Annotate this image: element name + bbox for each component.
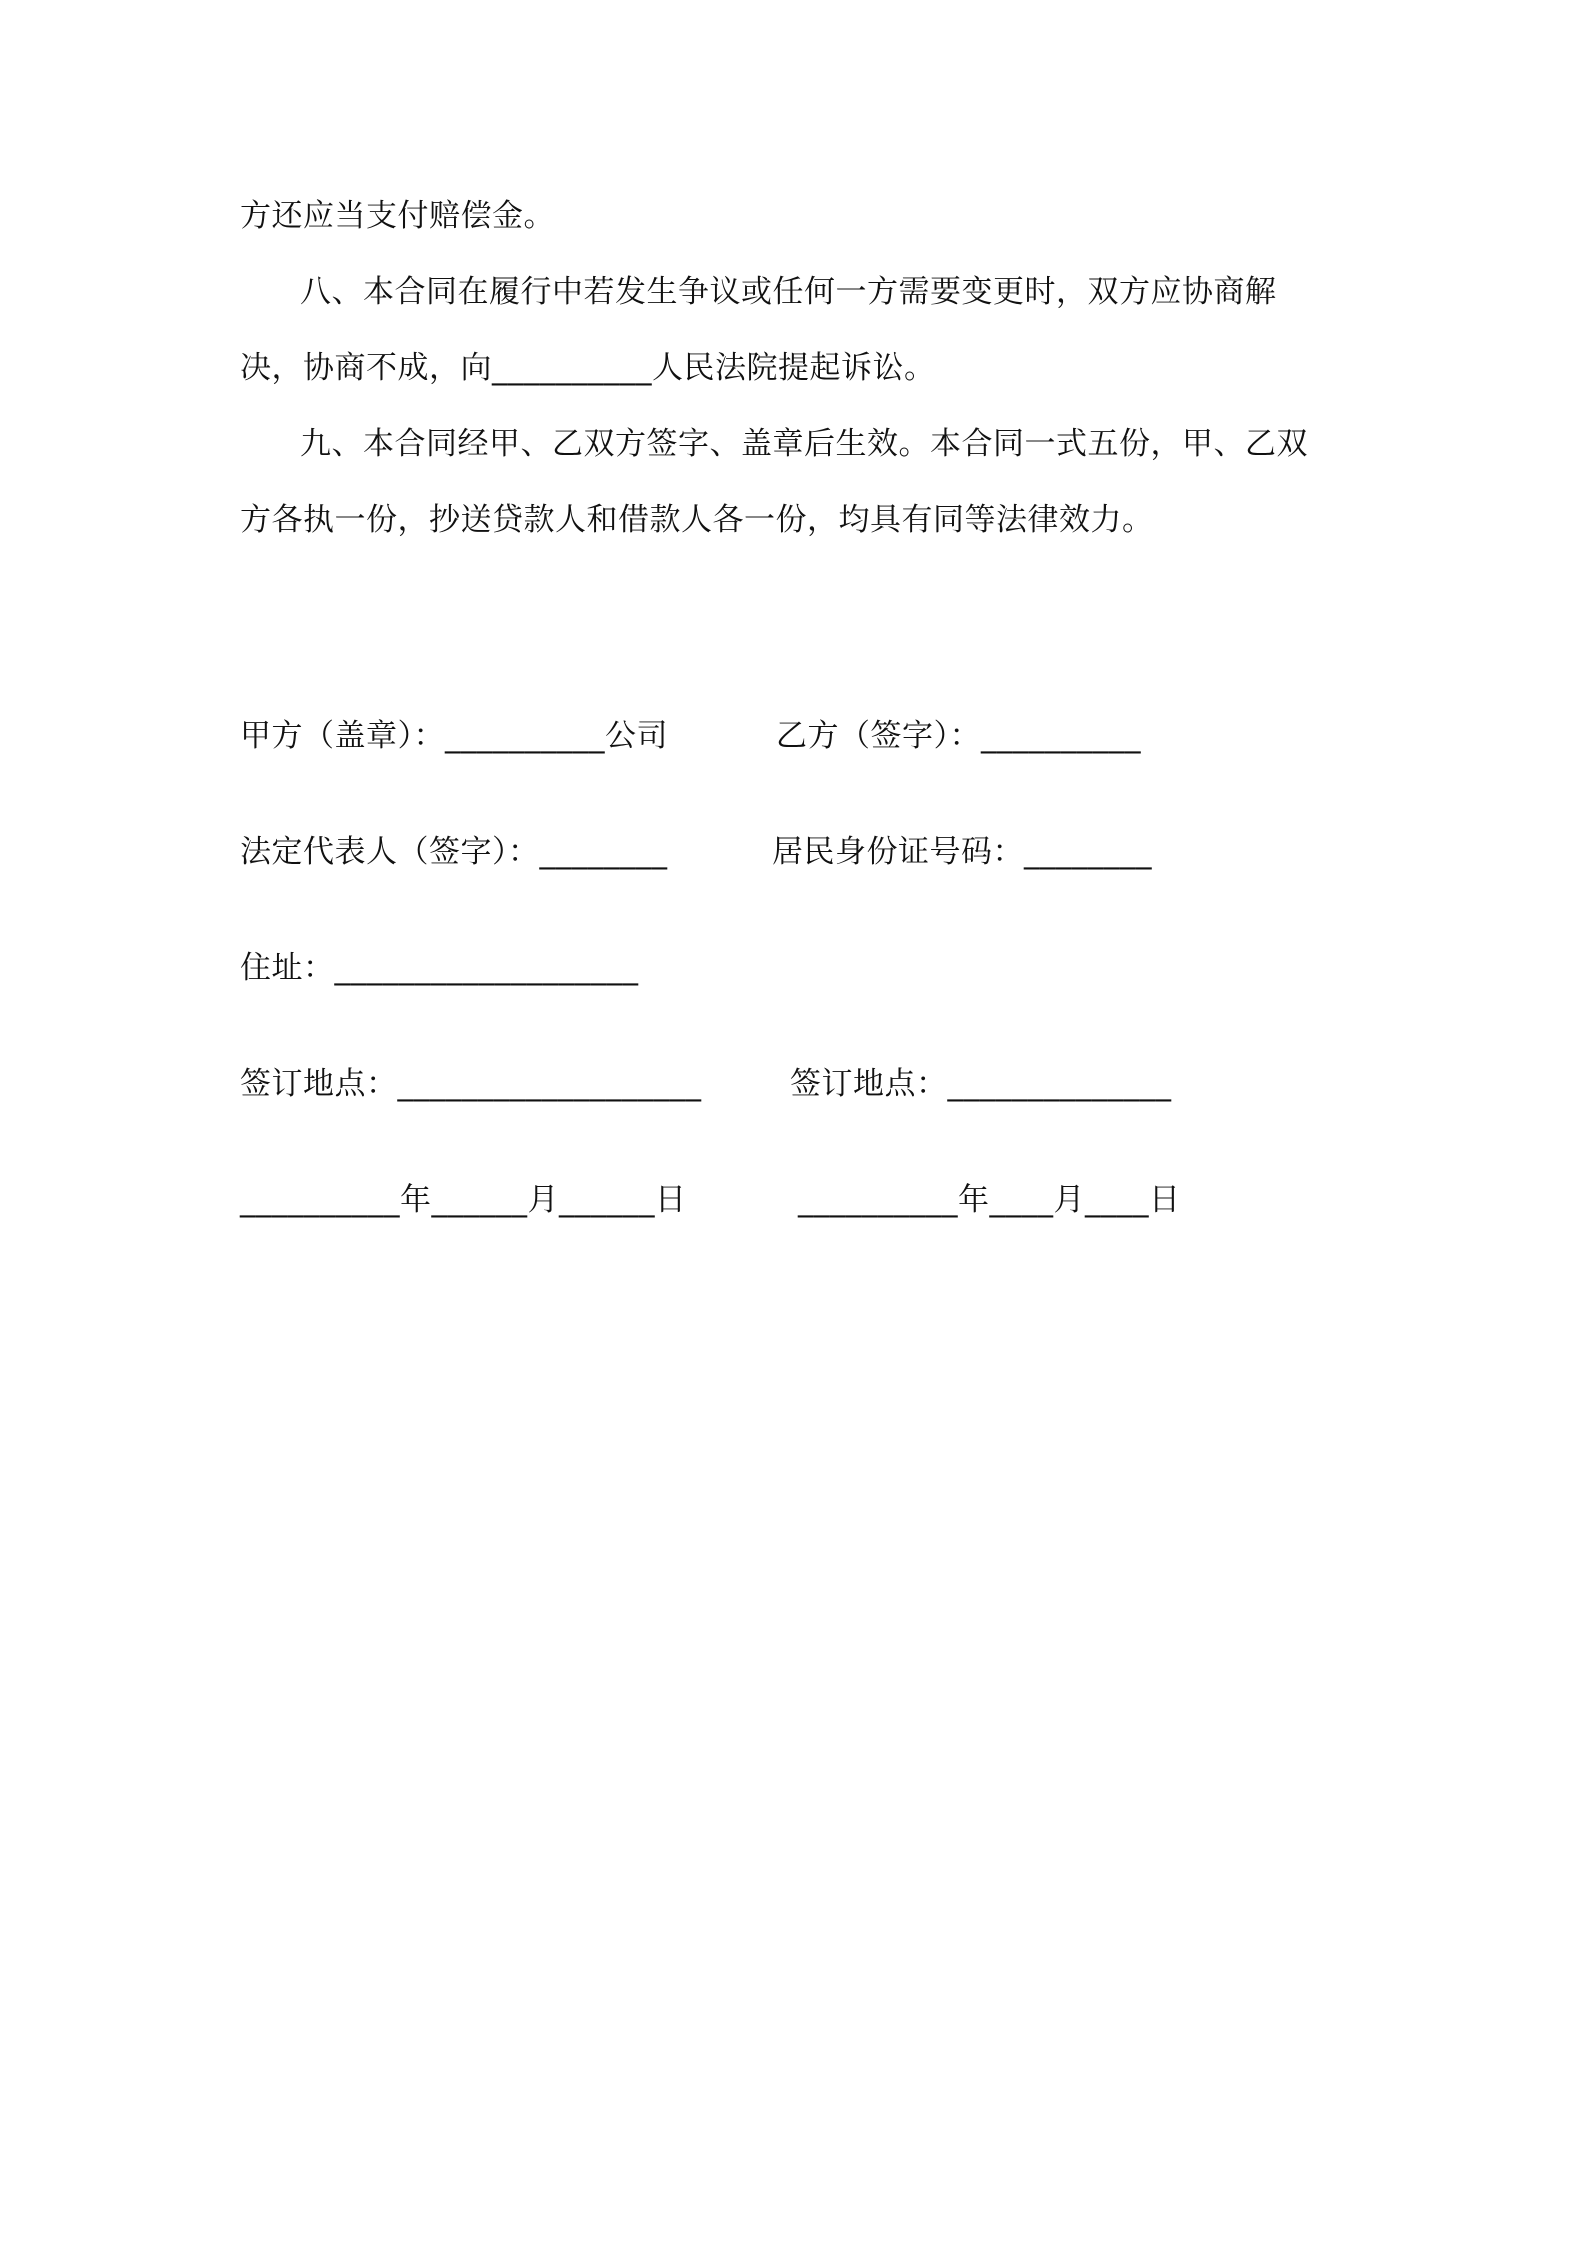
date-b-field: __________年____月____日 [798,1182,1181,1218]
party-b-sign-field: 乙方（签字）：__________ [776,718,1141,754]
paragraph-line-2: 八、本合同在履行中若发生争议或任何一方需要变更时，双方应协商解 [300,274,1277,310]
paragraph-line-4: 九、本合同经甲、乙双方签字、盖章后生效。本合同一式五份，甲、乙双 [300,426,1308,462]
paragraph-line-1: 方还应当支付赔偿金。 [240,198,555,234]
paragraph-line-5: 方各执一份，抄送贷款人和借款人各一份，均具有同等法律效力。 [240,502,1154,538]
legal-rep-sign-field: 法定代表人（签字）：________ [240,834,668,870]
paragraph-line-3: 决，协商不成，向__________人民法院提起诉讼。 [240,350,936,386]
id-number-field: 居民身份证号码：________ [772,834,1152,870]
sign-place-b-field: 签订地点：______________ [790,1066,1172,1102]
party-a-seal-field: 甲方（盖章）：__________公司 [240,718,668,754]
date-a-field: __________年______月______日 [240,1182,687,1218]
sign-place-a-field: 签订地点：___________________ [240,1066,702,1102]
address-field: 住址：___________________ [240,950,639,986]
